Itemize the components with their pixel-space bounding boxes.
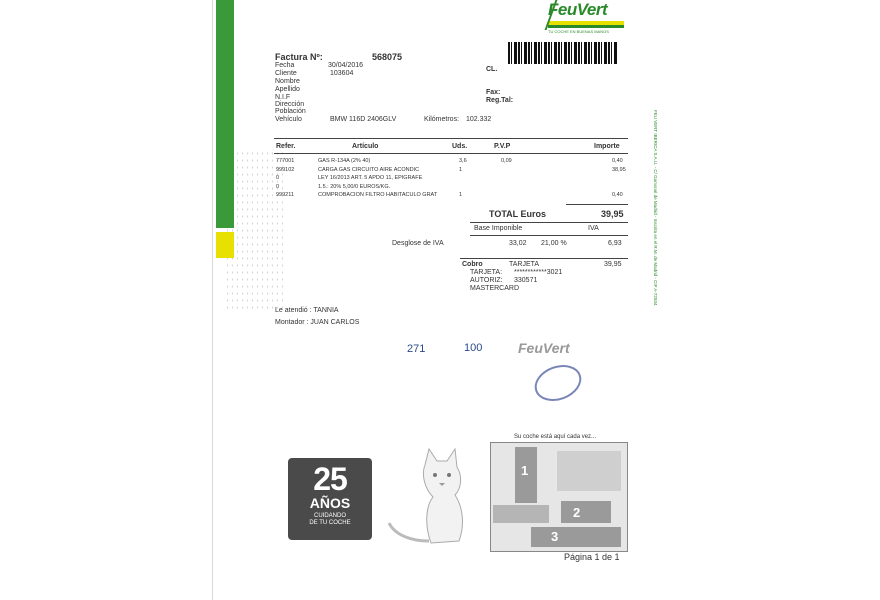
cell-ref: 0: [276, 175, 280, 181]
factura-number: 568075: [372, 52, 403, 62]
cell-art: GAS R-134A (2% 40): [318, 158, 371, 164]
map-label-3: 3: [551, 529, 559, 544]
iva-label: IVA: [588, 225, 599, 232]
cell-uds: 1: [459, 192, 463, 198]
cl-label: CL.: [486, 66, 498, 73]
cliente-value: 103604: [330, 70, 354, 77]
factura-side-bar: [200, 0, 234, 228]
map-block-road: [493, 505, 549, 523]
card-type: MASTERCARD: [470, 285, 520, 292]
cell-art: CARGA GAS CIRCUITO AIRE ACONDIC: [318, 166, 420, 173]
cell-art: LEY 16/2013 ART. 5 APDO 11, EPIGRAFE: [318, 175, 423, 181]
col-uds: Uds.: [452, 143, 468, 150]
cell-imp: 0,40: [612, 192, 623, 198]
page-footer: Página 1 de 1: [564, 552, 620, 562]
cell-ref: 777001: [276, 158, 295, 164]
poblacion-label: Población: [275, 108, 306, 115]
yellow-mark: [216, 232, 234, 258]
base-value: 33,02: [509, 240, 527, 247]
cobro-amount: 39,95: [604, 261, 622, 268]
overlay-number-a: 271: [407, 343, 426, 355]
cell-imp: 38,95: [612, 166, 626, 173]
table-header-rule: [274, 153, 628, 154]
cell-uds: 1: [459, 166, 463, 173]
badge-sub2: DE TU COCHE: [309, 520, 351, 526]
cobro-rule: [460, 258, 628, 259]
cliente-label: Cliente: [275, 70, 297, 77]
col-pvp: P.V.P: [494, 143, 511, 150]
col-refer: Refer.: [276, 143, 296, 150]
apellido-label: Apellido: [275, 86, 300, 93]
cell-pvp: 0,09: [501, 158, 512, 164]
fecha-value: 30/04/2016: [328, 62, 364, 69]
tarjeta-value: ************3021: [514, 269, 563, 276]
logo-tagline: TU COCHE EN BUENAS MANOS: [548, 29, 609, 34]
nombre-label: Nombre: [275, 78, 300, 85]
parking-map: [490, 442, 628, 552]
base-rule: [470, 235, 628, 236]
cell-art: COMPROBACION FILTRO HABITACULO GRAT: [318, 192, 438, 198]
total-value: 39,95: [601, 209, 624, 219]
map-label-2: 2: [573, 505, 581, 520]
tarjeta-label: TARJETA:: [470, 269, 503, 276]
fecha-label: Fecha: [275, 62, 295, 69]
cell-art: 1.5.: 20% 5,00/0 EUROS/KG.: [318, 183, 391, 190]
total-rule: [566, 204, 628, 205]
regtal-label: Reg.Tal:: [486, 97, 514, 104]
badge-sub1: CUIDANDO: [313, 513, 346, 519]
cobro-method: TARJETA: [509, 261, 540, 268]
map-block-2: [561, 501, 611, 523]
overlay-number-b: 100: [464, 342, 483, 354]
table-top-rule: [274, 138, 628, 139]
iva-rate: 21,00 %: [541, 240, 567, 247]
map-block-store: [557, 451, 621, 491]
cell-uds: 3,6: [459, 158, 467, 164]
factura-label: Factura Nº:: [275, 52, 323, 62]
base-imponible-label: Base Imponible: [474, 225, 523, 232]
map-label-1: 1: [521, 463, 529, 478]
atendido-text: Le atendió : TANNIA: [275, 307, 339, 314]
badge-word: AÑOS: [309, 495, 351, 511]
map-block-3: [531, 527, 621, 547]
col-articulo: Artículo: [352, 143, 379, 150]
scan-speckles: [225, 150, 285, 310]
cell-ref: 999102: [276, 166, 295, 173]
anniversary-badge: [288, 458, 372, 540]
fax-label: Fax:: [486, 89, 501, 96]
cobro-label: Cobro: [462, 261, 483, 268]
factura-side-label: FACTURA: [200, 6, 215, 76]
kilometros-value: 102.332: [466, 116, 492, 123]
cell-ref: 999211: [276, 192, 294, 198]
col-importe: Importe: [594, 143, 620, 150]
side-legal-text: FEU VERT IBERICA S.A.U. - C/ Gamonal de Madrid - Inscrita en el R.M. de Madrid - CIF A-72934: [653, 110, 658, 306]
logo-brand: FeuVert: [548, 0, 608, 19]
barcode: [508, 42, 618, 64]
montador-text: Montador : JUAN CARLOS: [275, 319, 360, 326]
nif-label: N.I.F: [275, 94, 291, 101]
autoriz-label: AUTORIZ:: [470, 277, 503, 284]
cell-imp: 0,40: [612, 158, 623, 164]
autoriz-value: 330571: [514, 277, 538, 284]
vehiculo-value: BMW 116D 2406GLV: [330, 116, 397, 123]
map-caption: Su coche está aquí cada vez...: [514, 434, 597, 440]
kilometros-label: Kilómetros:: [424, 116, 460, 123]
feuvert-logo: [548, 0, 638, 34]
direccion-label: Dirección: [275, 101, 305, 108]
vehiculo-label: Vehículo: [275, 116, 302, 123]
total-bottom-rule: [470, 222, 628, 223]
iva-value: 6,93: [608, 240, 622, 247]
logo-stripe-green: [548, 25, 624, 28]
stamp-signature-icon: [530, 359, 587, 407]
total-label: TOTAL Euros: [489, 209, 547, 219]
stamp-brand: FeuVert: [518, 340, 570, 356]
badge-number: 25: [313, 461, 347, 497]
store-stamp: [518, 340, 588, 420]
cat-illustration-icon: [385, 445, 485, 550]
cell-ref: 0: [276, 183, 280, 190]
desglose-label: Desglose de IVA: [392, 240, 444, 247]
